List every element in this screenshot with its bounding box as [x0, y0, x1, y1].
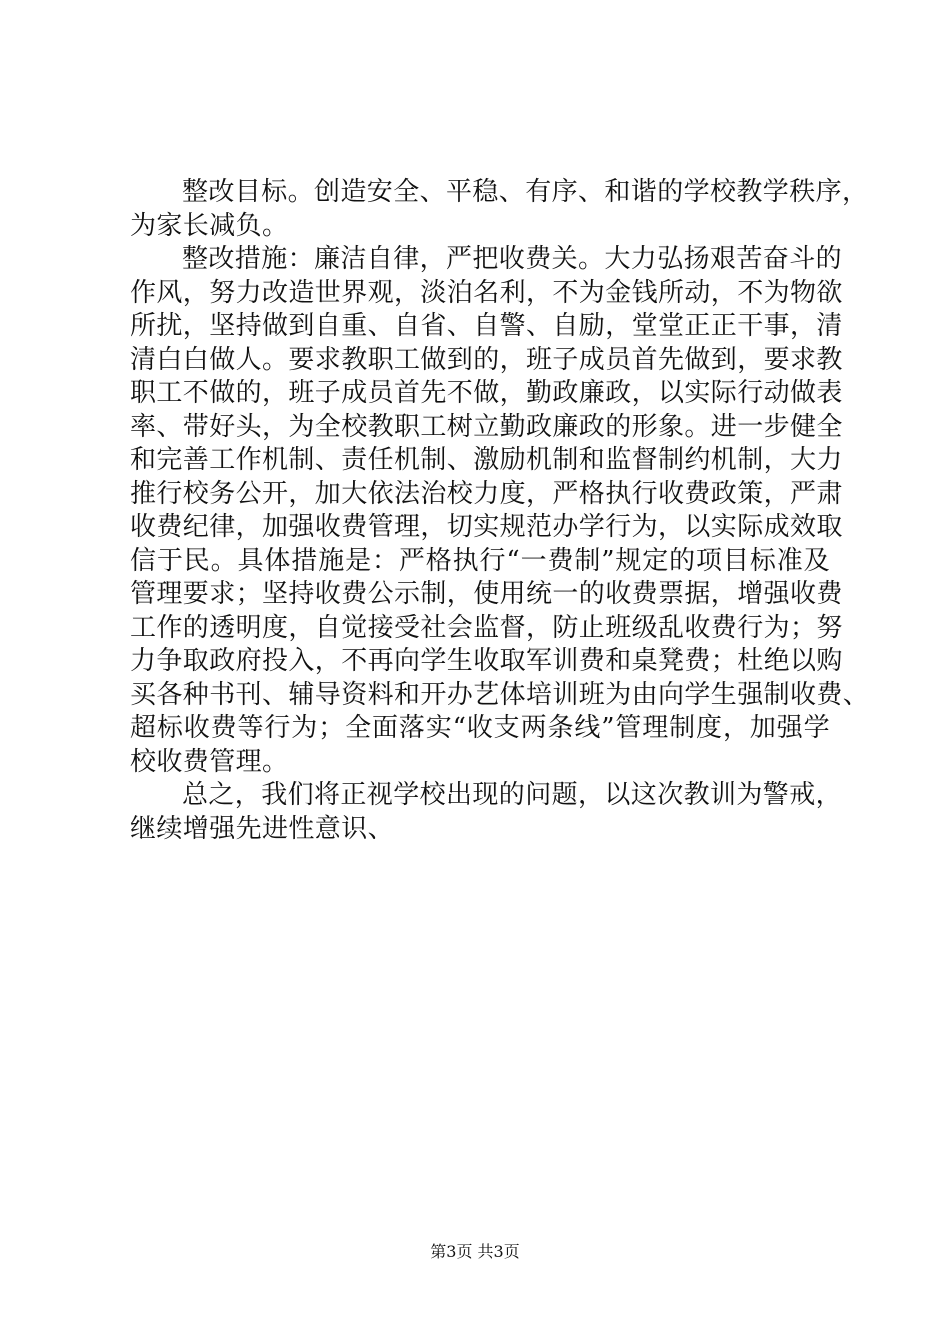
text-line: 校收费管理。: [130, 746, 289, 777]
text-line: 管理要求；坚持收费公示制，使用统一的收费票据，增强收费: [130, 579, 843, 609]
text-line: 和完善工作机制、责任机制、激励机制和监督制约机制，大力: [130, 445, 843, 475]
text-line: 力争取政府投入，不再向学生收取军训费和桌凳费；杜绝以购: [130, 646, 843, 676]
text-line: 继续增强先进性意识、: [130, 813, 395, 844]
paragraph-summary: [130, 779, 843, 846]
text-line: 所扰，坚持做到自重、自省、自警、自励，堂堂正正干事，清: [130, 311, 843, 341]
text-line: 总之，我们将正视学校出现的问题，以这次教训为警戒，: [182, 780, 843, 810]
text-line: 清白白做人。要求教职工做到的，班子成员首先做到，要求教: [130, 344, 843, 375]
text-line: 职工不做的，班子成员首先不做，勤政廉政，以实际行动做表: [130, 378, 843, 408]
text-line: 超标收费等行为；全面落实“收支两条线”管理制度，加强学: [130, 713, 830, 743]
paragraph-measures: [130, 243, 870, 779]
text-line: 率、带好头，为全校教职工树立勤政廉政的形象。进一步健全: [130, 411, 843, 442]
page-number-footer: 第3页 共3页: [430, 1242, 520, 1261]
text-line: 整改目标。创造安全、平稳、有序、和谐的学校教学秩序，: [182, 177, 869, 207]
text-line: 信于民。具体措施是：严格执行“一费制”规定的项目标准及: [130, 545, 830, 576]
text-line: 工作的透明度，自觉接受社会监督，防止班级乱收费行为；努: [130, 612, 843, 643]
text-line: 作风，努力改造世界观，淡泊名利，不为金钱所动，不为物欲: [130, 277, 843, 308]
text-line: 收费纪律，加强收费管理，切实规范办学行为，以实际成效取: [130, 512, 843, 542]
text-line: 为家长减负。: [130, 210, 289, 241]
text-line: 推行校务公开，加大依法治校力度，严格执行收费政策，严肃: [130, 478, 843, 509]
document-body: [130, 176, 870, 846]
paragraph-goal: [130, 176, 869, 243]
text-line: 整改措施：廉洁自律，严把收费关。大力弘扬艰苦奋斗的: [182, 244, 843, 274]
text-line: 买各种书刊、辅导资料和开办艺体培训班为由向学生强制收费、: [130, 679, 870, 710]
